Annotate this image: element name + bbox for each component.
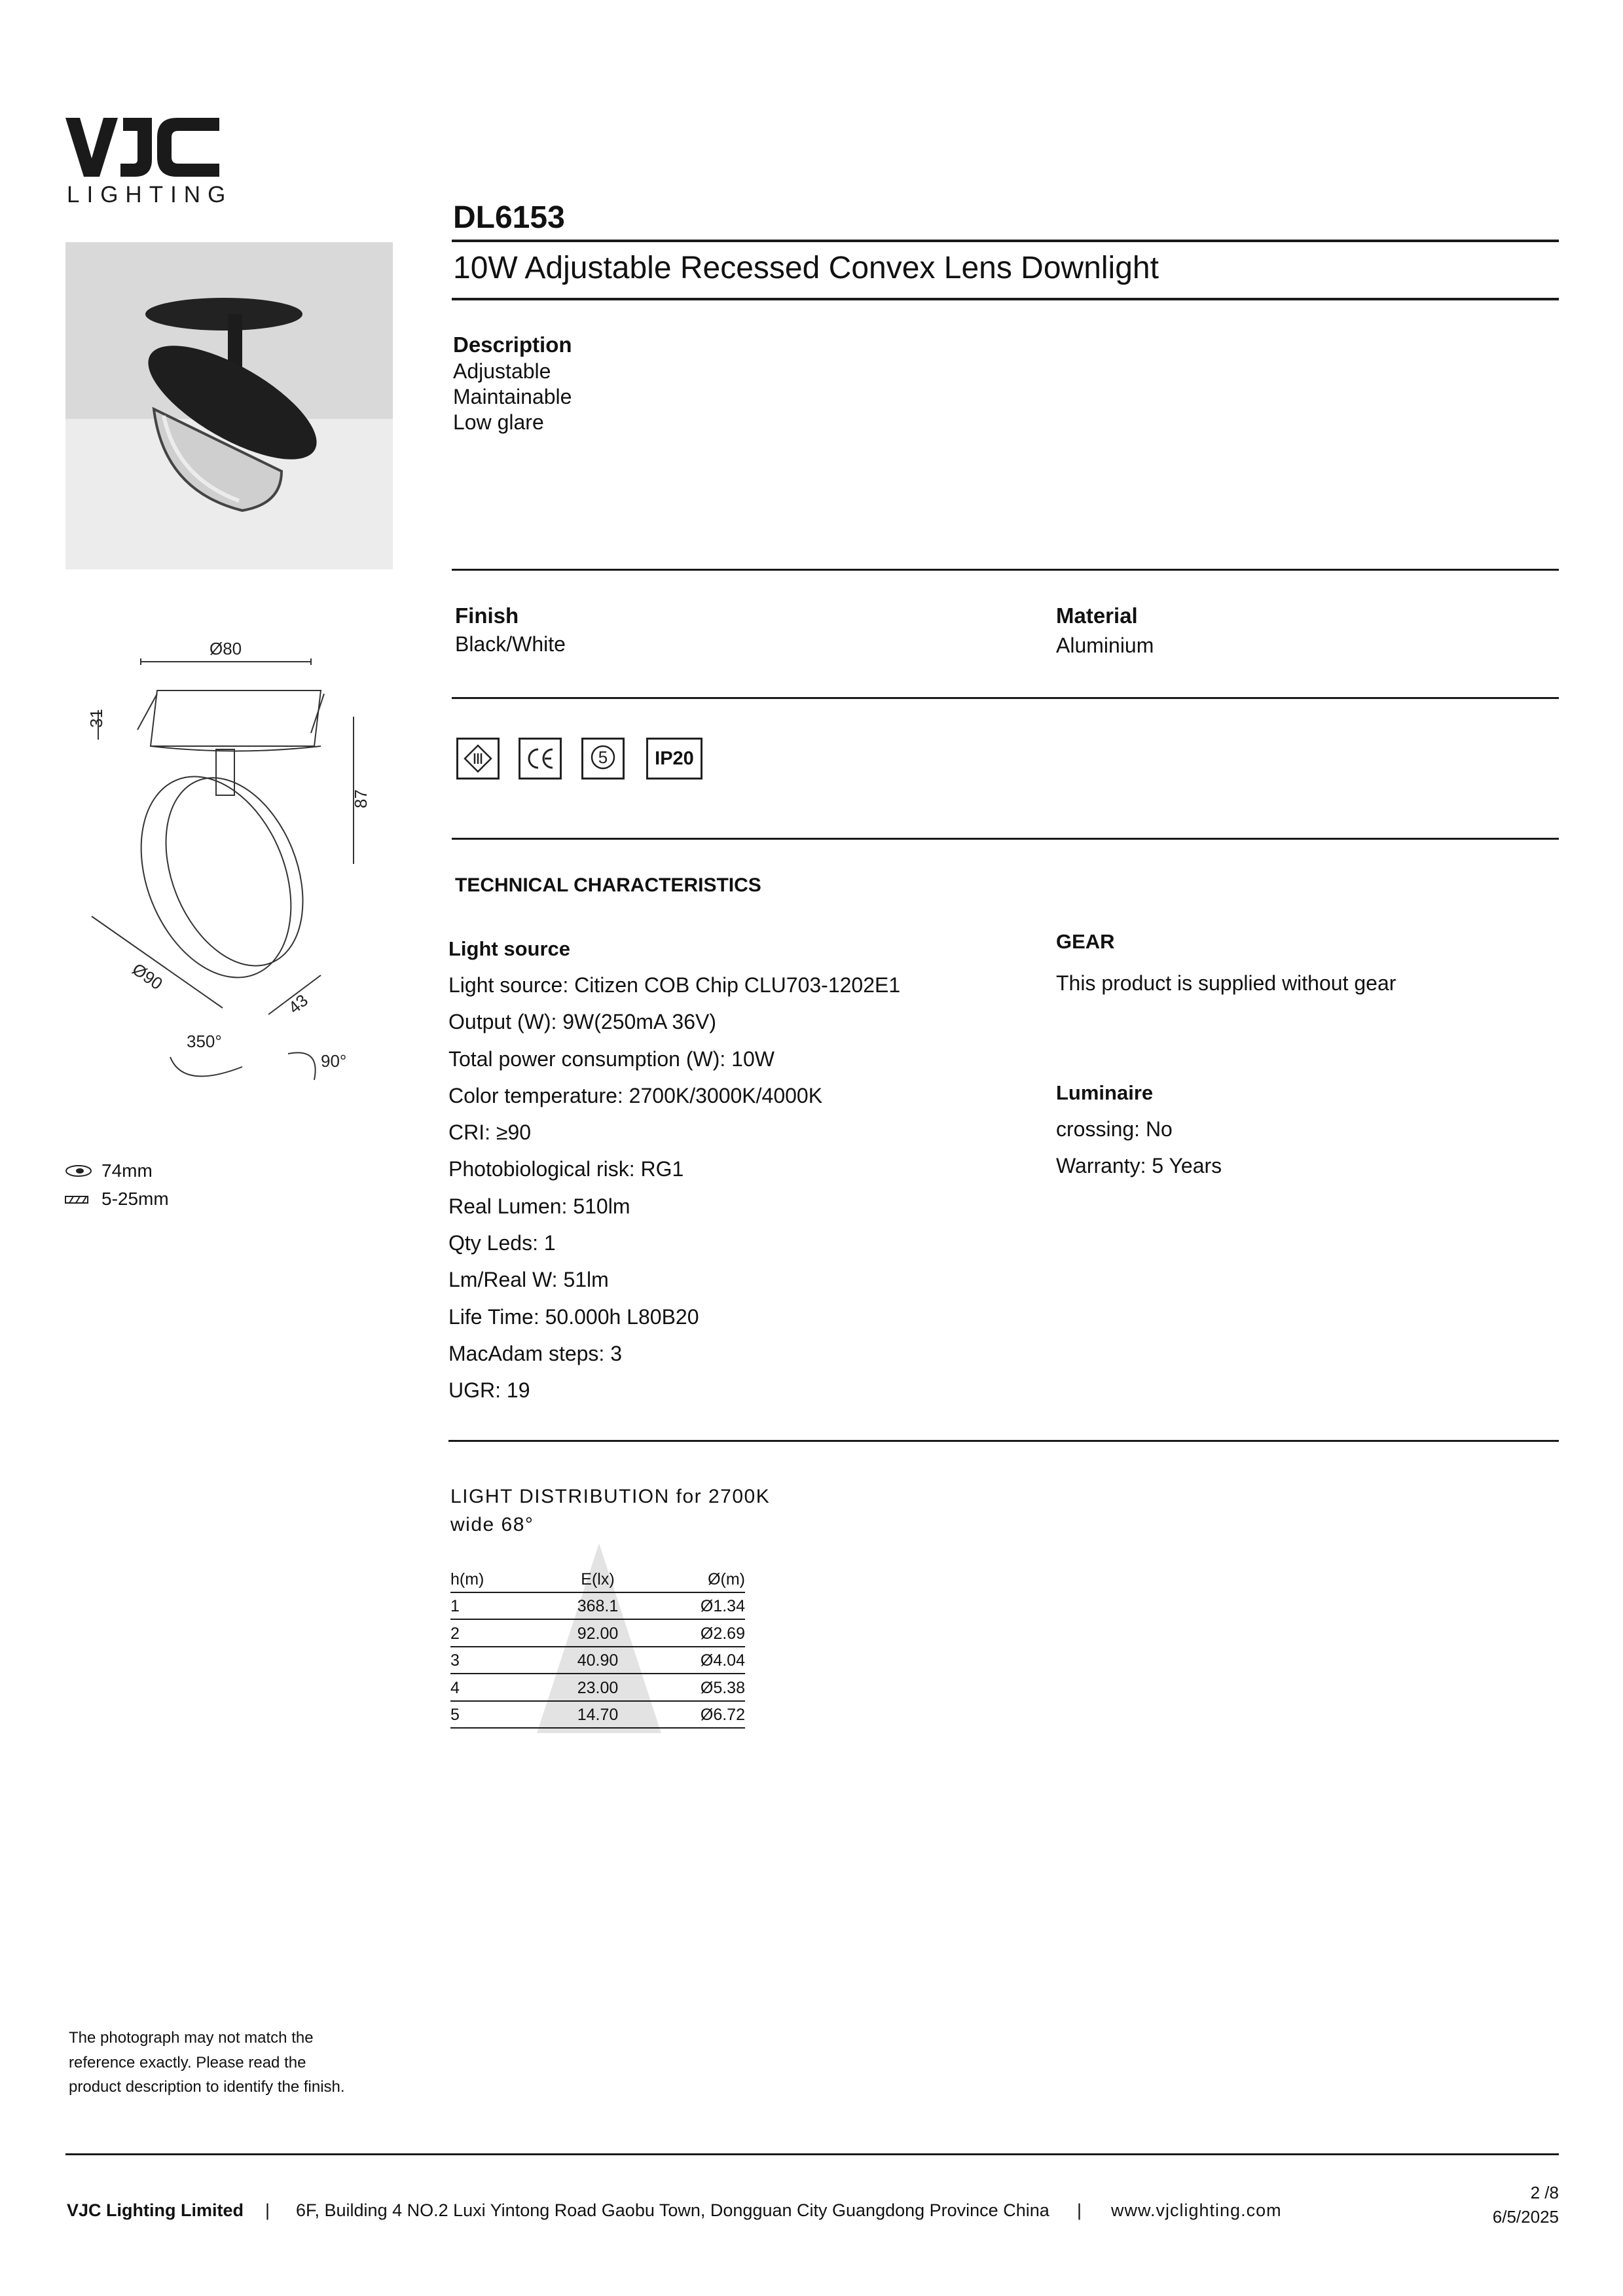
table-cell: 1 xyxy=(450,1597,460,1615)
description-item: Maintainable xyxy=(453,385,572,408)
distribution-table xyxy=(450,1566,745,1729)
finish-value: Black/White xyxy=(455,632,566,656)
tech-spec-line: UGR: 19 xyxy=(448,1378,530,1403)
dimension-drawing xyxy=(79,628,380,1100)
divider xyxy=(452,697,1559,699)
tech-spec-line: Output (W): 9W(250mA 36V) xyxy=(448,1010,717,1034)
table-row xyxy=(450,1647,745,1675)
table-row xyxy=(450,1702,745,1729)
finish-heading: Finish xyxy=(455,603,519,628)
footer-separator: | xyxy=(1077,2200,1082,2220)
footer-company: VJC Lighting Limited xyxy=(67,2200,244,2220)
rotation-350: 350° xyxy=(187,1031,222,1051)
divider xyxy=(448,1440,1559,1442)
dim-depth-43: 43 xyxy=(284,990,312,1018)
ip-rating-badge xyxy=(646,738,702,780)
page-number: 2 /8 xyxy=(1530,2183,1559,2202)
table-cell: 40.90 xyxy=(577,1651,619,1670)
table-cell: Ø4.04 xyxy=(700,1651,745,1670)
ip-rating-text: IP20 xyxy=(655,747,694,769)
table-cell: Ø2.69 xyxy=(700,1624,745,1643)
footer-website[interactable]: www.vjclighting.com xyxy=(1111,2200,1282,2220)
tech-spec-line: Qty Leds: 1 xyxy=(448,1231,556,1255)
photo-disclaimer xyxy=(69,2026,345,2100)
ceiling-thickness-icon xyxy=(64,1193,93,1207)
description-item: Adjustable xyxy=(453,359,551,383)
distribution-beam-angle: wide 68° xyxy=(450,1514,534,1535)
tech-spec-line: Color temperature: 2700K/3000K/4000K xyxy=(448,1083,823,1107)
tech-spec-line: Photobiological risk: RG1 xyxy=(448,1157,684,1181)
document-date: 6/5/2025 xyxy=(1492,2207,1559,2227)
tech-spec-line: Light source: Citizen COB Chip CLU703-1202E1 xyxy=(448,973,901,997)
tech-spec-line: CRI: ≥90 xyxy=(448,1121,532,1145)
tech-spec-list xyxy=(448,967,900,1409)
distribution-title: LIGHT DISTRIBUTION for 2700K xyxy=(450,1486,771,1507)
gear-text: This product is supplied without gear xyxy=(1056,971,1396,995)
table-cell: 92.00 xyxy=(577,1624,619,1643)
class-iii-icon xyxy=(456,738,500,780)
tech-spec-line: Lm/Real W: 51lm xyxy=(448,1268,609,1292)
table-cell: Ø6.72 xyxy=(700,1706,745,1724)
table-cell: Ø5.38 xyxy=(700,1678,745,1697)
luminaire-line: crossing: No xyxy=(1056,1117,1173,1141)
dim-height-31: 31 xyxy=(86,709,106,728)
warranty-years-icon xyxy=(581,738,625,780)
divider xyxy=(452,240,1559,242)
description-item: Low glare xyxy=(453,410,544,434)
tech-spec-line: Total power consumption (W): 10W xyxy=(448,1047,775,1071)
tech-spec-line: MacAdam steps: 3 xyxy=(448,1341,622,1365)
disclaimer-line: reference exactly. Please read the xyxy=(69,2053,306,2072)
table-cell: 5 xyxy=(450,1706,460,1724)
ceiling-thickness: 5-25mm xyxy=(101,1189,169,1209)
table-cell: 368.1 xyxy=(577,1597,619,1615)
table-header: E(lx) xyxy=(581,1570,615,1588)
tech-heading: TECHNICAL CHARACTERISTICS xyxy=(455,874,761,896)
table-header-row xyxy=(450,1566,745,1593)
table-cell: 3 xyxy=(450,1651,460,1670)
product-photo xyxy=(65,242,393,569)
footer-address: 6F, Building 4 NO.2 Luxi Yintong Road Gaobu Town, Dongguan City Guangdong Province China xyxy=(296,2200,1049,2220)
disclaimer-line: The photograph may not match the xyxy=(69,2029,314,2047)
product-title: 10W Adjustable Recessed Convex Lens Downlight xyxy=(453,251,1159,285)
gear-heading: GEAR xyxy=(1056,930,1115,953)
luminaire-list xyxy=(1056,1111,1222,1185)
footer-separator: | xyxy=(265,2200,270,2220)
table-header: Ø(m) xyxy=(708,1570,745,1588)
tech-spec-line: Real Lumen: 510lm xyxy=(448,1194,630,1218)
product-model: DL6153 xyxy=(453,200,565,235)
table-cell: 23.00 xyxy=(577,1678,619,1697)
table-row xyxy=(450,1593,745,1621)
luminaire-line: Warranty: 5 Years xyxy=(1056,1154,1222,1178)
table-cell: 2 xyxy=(450,1624,460,1643)
dim-diameter-90: Ø90 xyxy=(128,959,167,994)
dim-height-87: 87 xyxy=(351,789,371,808)
dim-diameter-80: Ø80 xyxy=(210,639,242,658)
warranty-years-number: 5 xyxy=(598,747,608,767)
light-source-heading: Light source xyxy=(448,937,571,960)
table-cell: Ø1.34 xyxy=(700,1597,745,1615)
table-cell: 4 xyxy=(450,1678,460,1697)
tech-spec-line: Life Time: 50.000h L80B20 xyxy=(448,1304,699,1329)
luminaire-heading: Luminaire xyxy=(1056,1081,1154,1104)
logo-subtitle: LIGHTING xyxy=(67,182,233,207)
table-row xyxy=(450,1674,745,1702)
table-cell: 14.70 xyxy=(577,1706,619,1724)
divider xyxy=(452,569,1559,571)
material-value: Aluminium xyxy=(1056,634,1154,657)
disclaimer-line: product description to identify the finish. xyxy=(69,2078,345,2096)
table-row xyxy=(450,1620,745,1647)
ce-mark-icon xyxy=(519,738,562,780)
cutout-hole-size: 74mm xyxy=(101,1160,153,1181)
table-header: h(m) xyxy=(450,1570,484,1588)
material-heading: Material xyxy=(1056,603,1138,628)
description-heading: Description xyxy=(453,332,572,357)
tilt-90: 90° xyxy=(321,1051,347,1071)
footer-divider xyxy=(65,2153,1559,2155)
divider xyxy=(452,838,1559,840)
divider xyxy=(452,298,1559,300)
cutout-icon xyxy=(64,1164,93,1178)
vjc-logo-mark xyxy=(65,118,219,177)
